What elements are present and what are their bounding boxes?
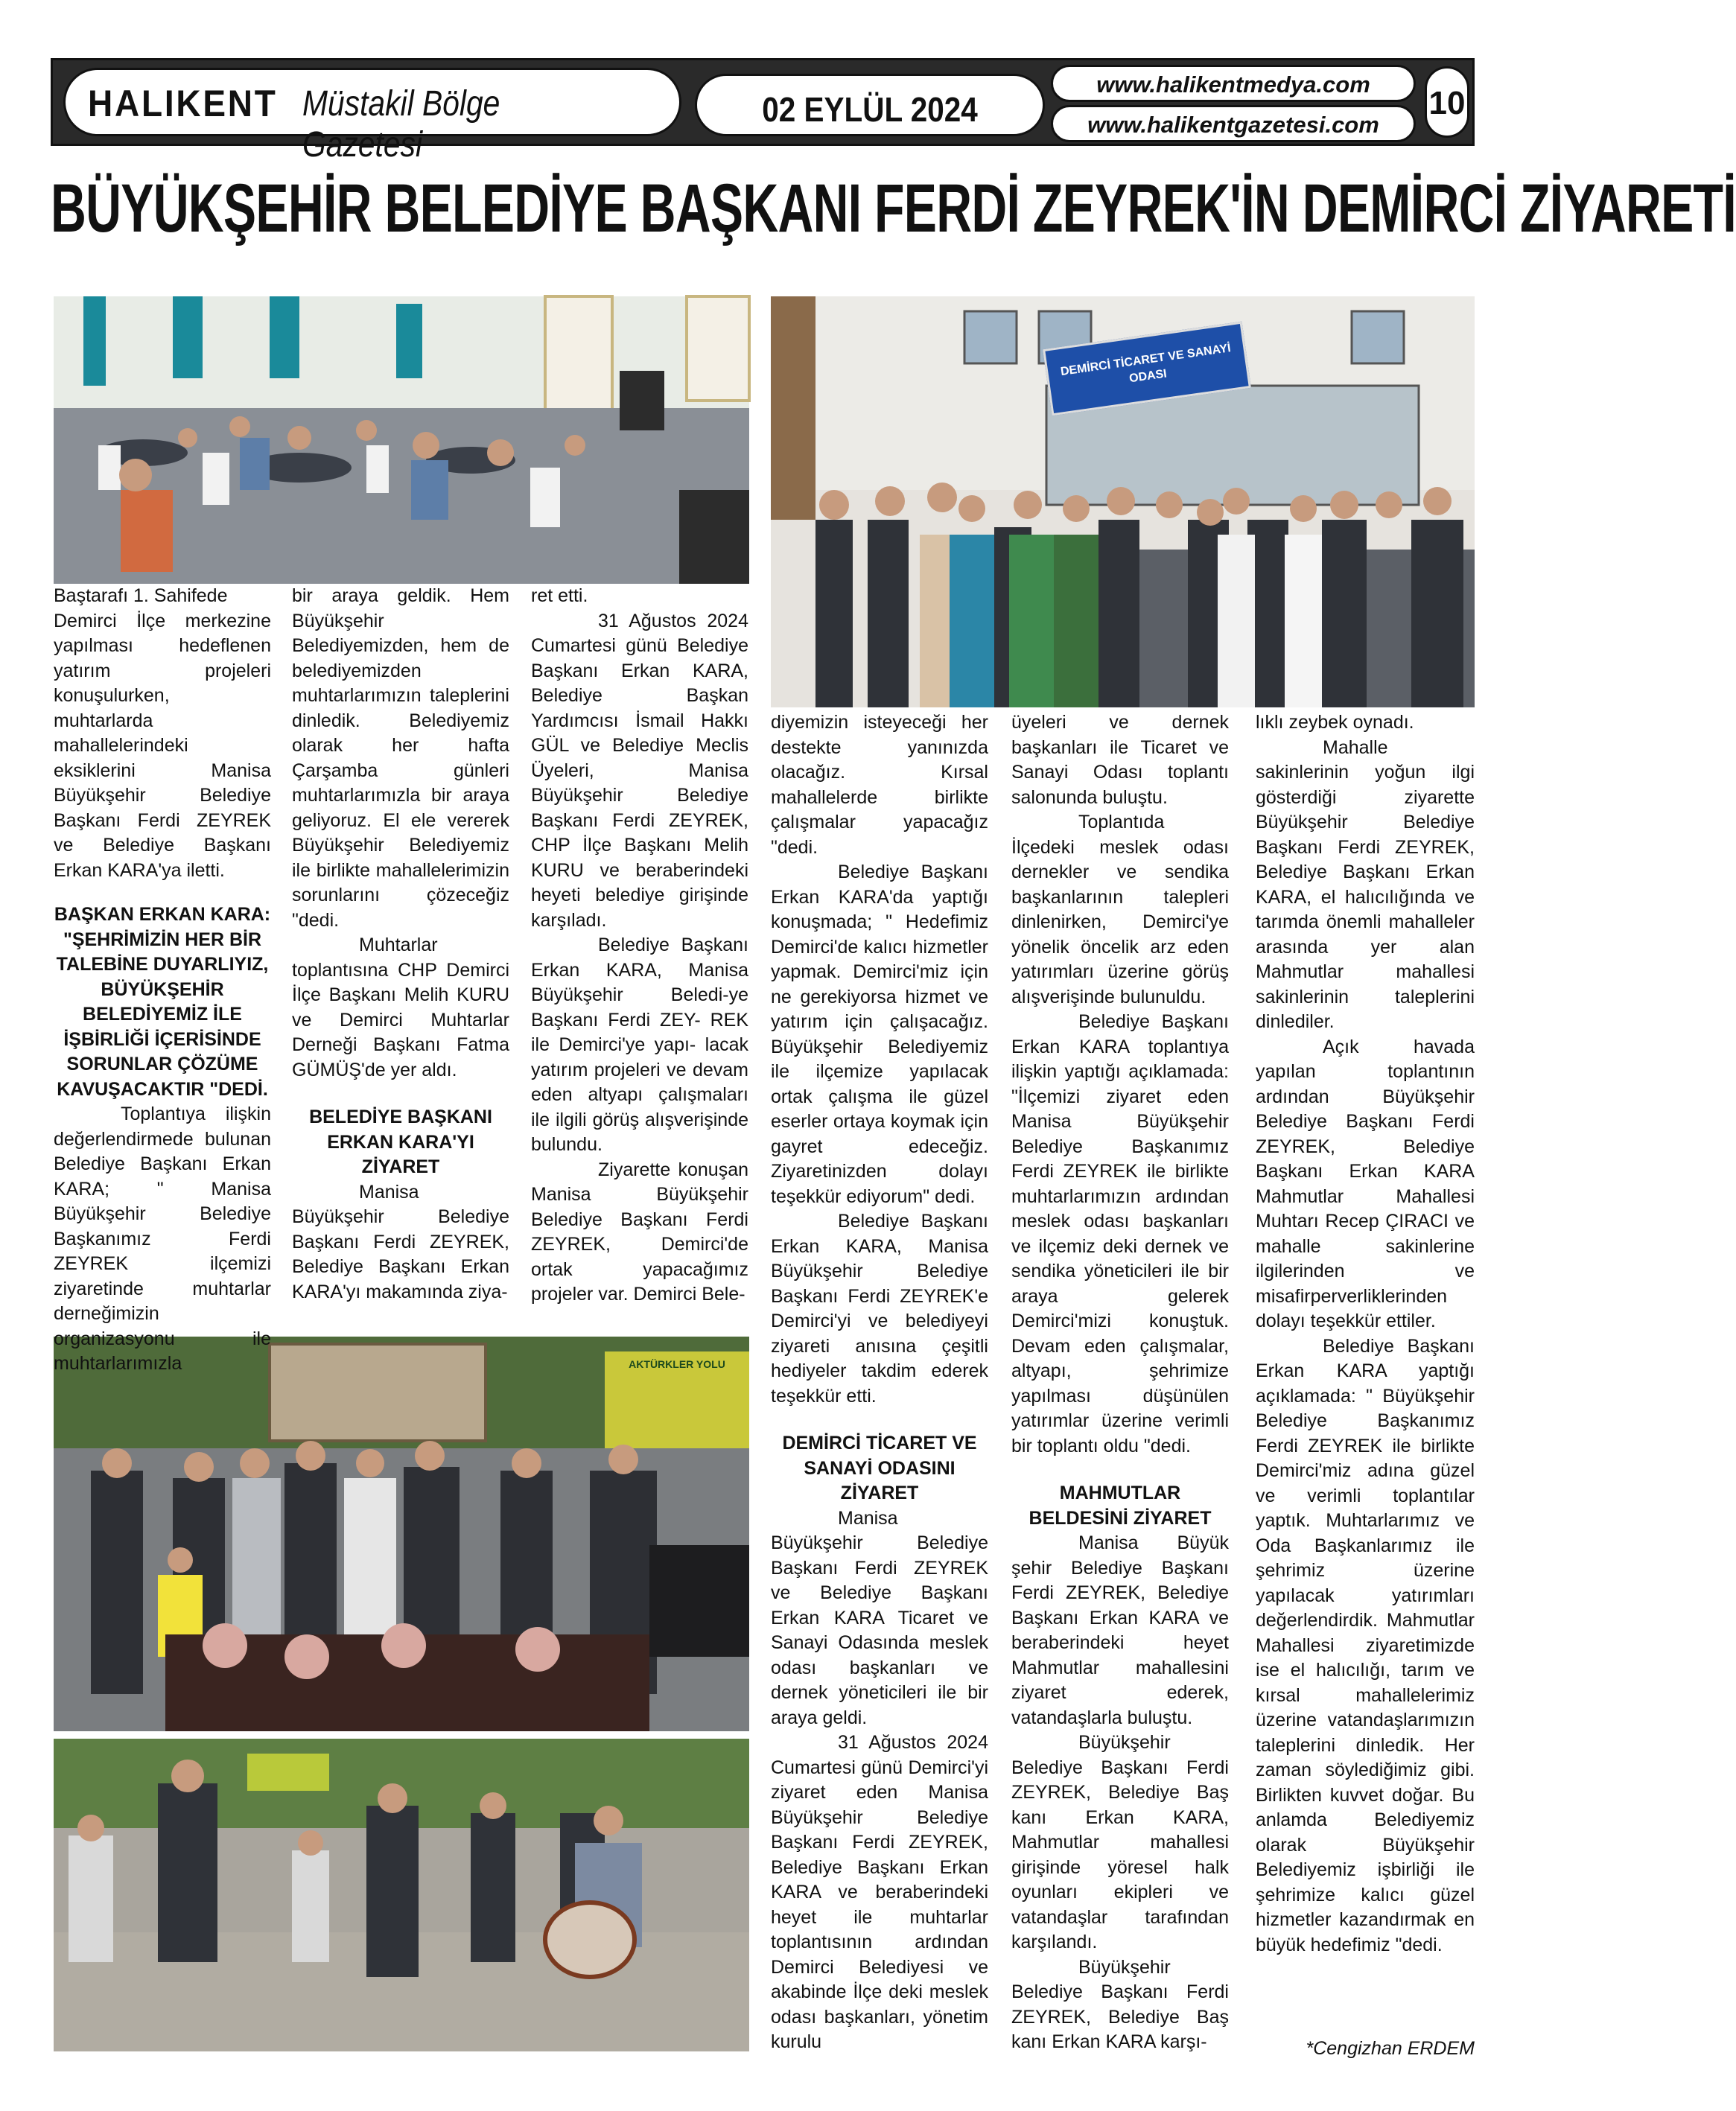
article-column-2 xyxy=(292,584,509,1305)
subheading-mayor-visit: BELEDİYE BAŞKANI ERKAN KARA'YI ZİYARET xyxy=(309,1107,492,1177)
subheading-quote: BAŞKAN ERKAN KARA: "ŞEHRİMİZİN HER BİR TALEBİNE DUYARLIYIZ, BÜYÜKŞEHİR BELEDİYEMİZ İLE İŞBİRLİĞİ İÇERİSİNDE SORUNLAR ÇÖZÜME KAVUŞACAKTIR "DEDİ. xyxy=(54,904,271,1100)
paragraph: Büyükşehir Belediye Başkanı Ferdi ZEYREK, Belediye Baş kanı Erkan KARA karşı- xyxy=(1011,1956,1229,2052)
article-column-5 xyxy=(1011,710,1229,2055)
article-column-3 xyxy=(531,584,748,1308)
paragraph: Belediye Başkanı Erkan KARA, Manisa Büyükşehir Beledi-ye Başkanı Ferdi ZEY- REK ile Demirci'ye yapı- lacak yatırım projeleri ve devam eden altyapı çalışmaları ile ilgili görüş alışverişinde bulundu. xyxy=(531,934,748,1155)
article-column-1 xyxy=(54,584,271,1377)
paragraph: Açık havada yapılan toplantının ardından Büyükşehir Belediye Başkanı Ferdi ZEYREK, Belediye Başkanı Erkan KARA Mahmutlar Mahallesi Muhtarı Recep ÇIRACI ve mahalle sakinlerine ilgilerinden ve misafirperverliklerinden dolayı teşekkür ettiler. xyxy=(1256,1036,1475,1331)
paragraph: üyeleri ve dernek başkanları ile Ticaret ve Sanayi Odası toplantı salonunda buluştu. xyxy=(1011,712,1229,808)
paragraph: Demirci İlçe merkezine yapılması hedeflenen yatırım projeleri konuşulurken, muhtarlarda mahallelerindeki eksiklerini Manisa Büyükşehir Belediye Başkanı Ferdi ZEYREK ve Belediye Başkanı Erkan KARA'ya iletti. xyxy=(54,610,271,881)
date-block xyxy=(695,74,1045,136)
page-headline xyxy=(51,153,1736,272)
paragraph: Ziyarette konuşan Manisa Büyükşehir Belediye Başkanı Ferdi ZEYREK, Demirci'de ortak yapacağımız projeler var. Demirci Bele- xyxy=(531,1159,748,1305)
paragraph: lıklı zeybek oynadı. xyxy=(1256,712,1414,733)
headline-text: BÜYÜKŞEHİR BELEDİYE BAŞKANI FERDİ ZEYREK'İN DEMİRCİ ZİYARETİ xyxy=(51,171,1736,246)
article-column-4 xyxy=(771,710,988,2055)
paragraph: Muhtarlar toplantısına CHP Demirci İlçe Başkanı Melih KURU ve Demirci Muhtarlar Derneği Başkanı Fatma GÜMÜŞ'de yer aldı. xyxy=(292,934,509,1080)
paragraph: Belediye Başkanı Erkan KARA toplantıya ilişkin yaptığı açıklamada: "İlçemizi ziyaret eden Manisa Büyükşehir Belediye Başkanımız Ferdi ZEYREK ile birlikte muhtarlarımızın ardından meslek odası başkanları ve ilçemiz deki dernek ve sendika yöneticileri ile bir araya gelerek Demirci'mizi konuştuk. Devam eden çalışmalar, altyapı, şehrimize yapılması düşünülen yatırımlar üzerine verimli bir toplantı oldu "dedi. xyxy=(1011,1011,1229,1456)
paragraph: Manisa Büyük şehir Belediye Başkanı Ferdi ZEYREK, Belediye Başkanı Erkan KARA ve beraberindeki heyet Mahmutlar mahallesini ziyaret ederek, vatandaşlarla buluştu. xyxy=(1011,1532,1229,1728)
url-secondary-block xyxy=(1051,105,1416,142)
zeybek-dance-photo xyxy=(54,1739,749,2051)
page-number-block xyxy=(1425,66,1469,138)
paragraph: Manisa Büyükşehir Belediye Başkanı Ferdi ZEYREK, Belediye Başkanı Erkan KARA'yı makamında ziya- xyxy=(292,1181,509,1302)
paragraph: 31 Ağustos 2024 Cumartesi günü Demirci'yi ziyaret eden Manisa Büyükşehir Belediye Başkanı Ferdi ZEYREK, Belediye Başkanı Erkan KARA ve beraberindeki heyet ile muhtarlar toplantısının ardından Demirci Belediyesi ve akabinde İlçe deki meslek odası başkanları, yönetim kurulu xyxy=(771,1732,988,2052)
brand-block xyxy=(63,68,681,165)
website-url-secondary: www.halikentgazetesi.com xyxy=(1087,112,1379,138)
folk-dancers-photo xyxy=(54,1337,749,1731)
newspaper-tagline: Müstakil Bölge Gazetesi xyxy=(302,84,500,165)
paragraph: Belediye Başkanı Erkan KARA'da yaptığı konuşmada; " Hedefimiz Demirci'de kalıcı hizmetler yapmak. Demirci'miz için ne gerekiyorsa hizmet ve yatırım için çalışacağız. Büyükşehir Belediyemiz ile ilçemize yapılacak ortak çalışma ile güzel eserler ortaya koymak için gayret edeceğiz. Ziyaretinizden dolayı teşekkür ediyorum" dedi. xyxy=(771,862,988,1207)
paragraph: Büyükşehir Belediye Başkanı Ferdi ZEYREK, Belediye Baş kanı Erkan KARA, Mahmutlar mahallesi girişinde yöresel halk oyunları ekipleri ve vatandaşlar tarafından karşılandı. xyxy=(1011,1732,1229,1952)
paragraph: diyemizin isteyeceği her destekte yanınızda olacağız. Kırsal mahallelerde birlikte çalışmalar yapacağız "dedi. xyxy=(771,712,988,858)
masthead xyxy=(51,58,1475,165)
issue-date: 02 EYLÜL 2024 xyxy=(762,90,978,129)
subheading-mahmutlar-visit: MAHMUTLAR BELDESİNİ ZİYARET xyxy=(1028,1483,1212,1529)
continued-from-note: Baştarafı 1. Sahifede xyxy=(54,585,228,606)
newspaper-name: HALIKENT xyxy=(88,83,278,124)
paragraph: Toplantıya ilişkin değerlendirmede bulunan Belediye Başkanı Erkan KARA; " Manisa Büyükşehir Belediye Başkanımız Ferdi ZEYREK ilçemizi ziyaretinde muhtarlar derneğimizin organizasyonu ile muhtarlarımızla xyxy=(54,1104,271,1374)
paragraph: Belediye Başkanı Erkan KARA, Manisa Büyükşehir Belediye Başkanı Ferdi ZEYREK'e Demirci'yi ve belediyeyi ziyareti anısına çeşitli hediyeler takdim ederek teşekkür etti. xyxy=(771,1211,988,1407)
url-primary-block xyxy=(1051,65,1416,102)
article-column-6 xyxy=(1256,710,1475,1958)
website-url-primary: www.halikentmedya.com xyxy=(1096,71,1370,98)
author-byline: *Cengizhan ERDEM xyxy=(1306,2038,1475,2059)
paragraph: 31 Ağustos 2024 Cumartesi günü Belediye Başkanı Erkan KARA, Belediye Başkan Yardımcısı İsmail Hakkı GÜL ve Belediye Meclis Üyeleri, Manisa Büyükşehir Belediye Başkanı Ferdi ZEYREK, CHP İlçe Başkanı Melih KURU ve beraberindeki heyeti belediye girişinde karşıladı. xyxy=(531,610,748,931)
road-sign-text: AKTÜRKLER YOLU xyxy=(629,1358,725,1370)
paragraph: Manisa Büyükşehir Belediye Başkanı Ferdi ZEYREK ve Belediye Başkanı Erkan KARA Ticaret ve Sanayi Odasında meslek odası başkanları ve dernek yöneticileri ile bir araya geldi. xyxy=(771,1507,988,1728)
subheading-chamber-visit: DEMİRCİ TİCARET VE SANAYİ ODASINI ZİYARET xyxy=(782,1433,977,1503)
paragraph: Toplantıda İlçedeki meslek odası dernekler ve sendika başkanlarının talepleri dinlenirken, Demirci'ye yönelik öncelik arz eden yatırımları üzerine görüş alışverişinde bulunuldu. xyxy=(1011,812,1229,1007)
meeting-hall-photo xyxy=(54,296,749,584)
paragraph: Mahalle sakinlerinin yoğun ilgi gösterdiği ziyarette Büyükşehir Belediye Başkanı Ferdi ZEYREK, Belediye Başkanı Erkan KARA, el halıcılığında ve tarımda önemli mahalleler arasında yer alan Mahmutlar mahallesi sakinlerinin taleplerini dinlediler. xyxy=(1256,736,1475,1032)
paragraph: Belediye Başkanı Erkan KARA yaptığı açıklamada: " Büyükşehir Belediye Başkanımız Ferdi ZEYREK ile birlikte Demirci'miz adına güzel ve verimli toplantılar yaptık. Muhtarlarımız ve Oda Başkanlarımız ile şehrimiz üzerine yapılacak yatırımları değerlendirdik. Mahmutlar Mahallesi ziyaretimizde ise el halıcılığı, tarım ve kırsal mahallelerimiz üzerine vatandaşlarımızın taleplerini dinledik. Her zaman söylediğimiz gibi. Birlikten kuvvet doğar. Bu anlamda Belediyemiz olarak Büyükşehir Belediyemiz işbirliği ile şehrimize kalıcı güzel hizmetler kazandırmak en büyük hedefimiz "dedi. xyxy=(1256,1335,1475,1955)
chamber-sign: DEMİRCİ TİCARET VE SANAYİ ODASI xyxy=(1043,322,1251,416)
paragraph: bir araya geldik. Hem Büyükşehir Belediyemizden, hem de belediyemizden muhtarlarımızın taleplerini dinledik. Belediyemiz olarak her hafta Çarşamba günleri muhtarlarımızla bir araya geliyoruz. El ele vererek Büyükşehir Belediyemiz ile birlikte mahallelerimizin sorunlarını çözeceğiz "dedi. xyxy=(292,585,509,931)
paragraph: ret etti. xyxy=(531,585,588,606)
page-number: 10 xyxy=(1428,85,1466,121)
chamber-group-photo xyxy=(771,296,1475,707)
